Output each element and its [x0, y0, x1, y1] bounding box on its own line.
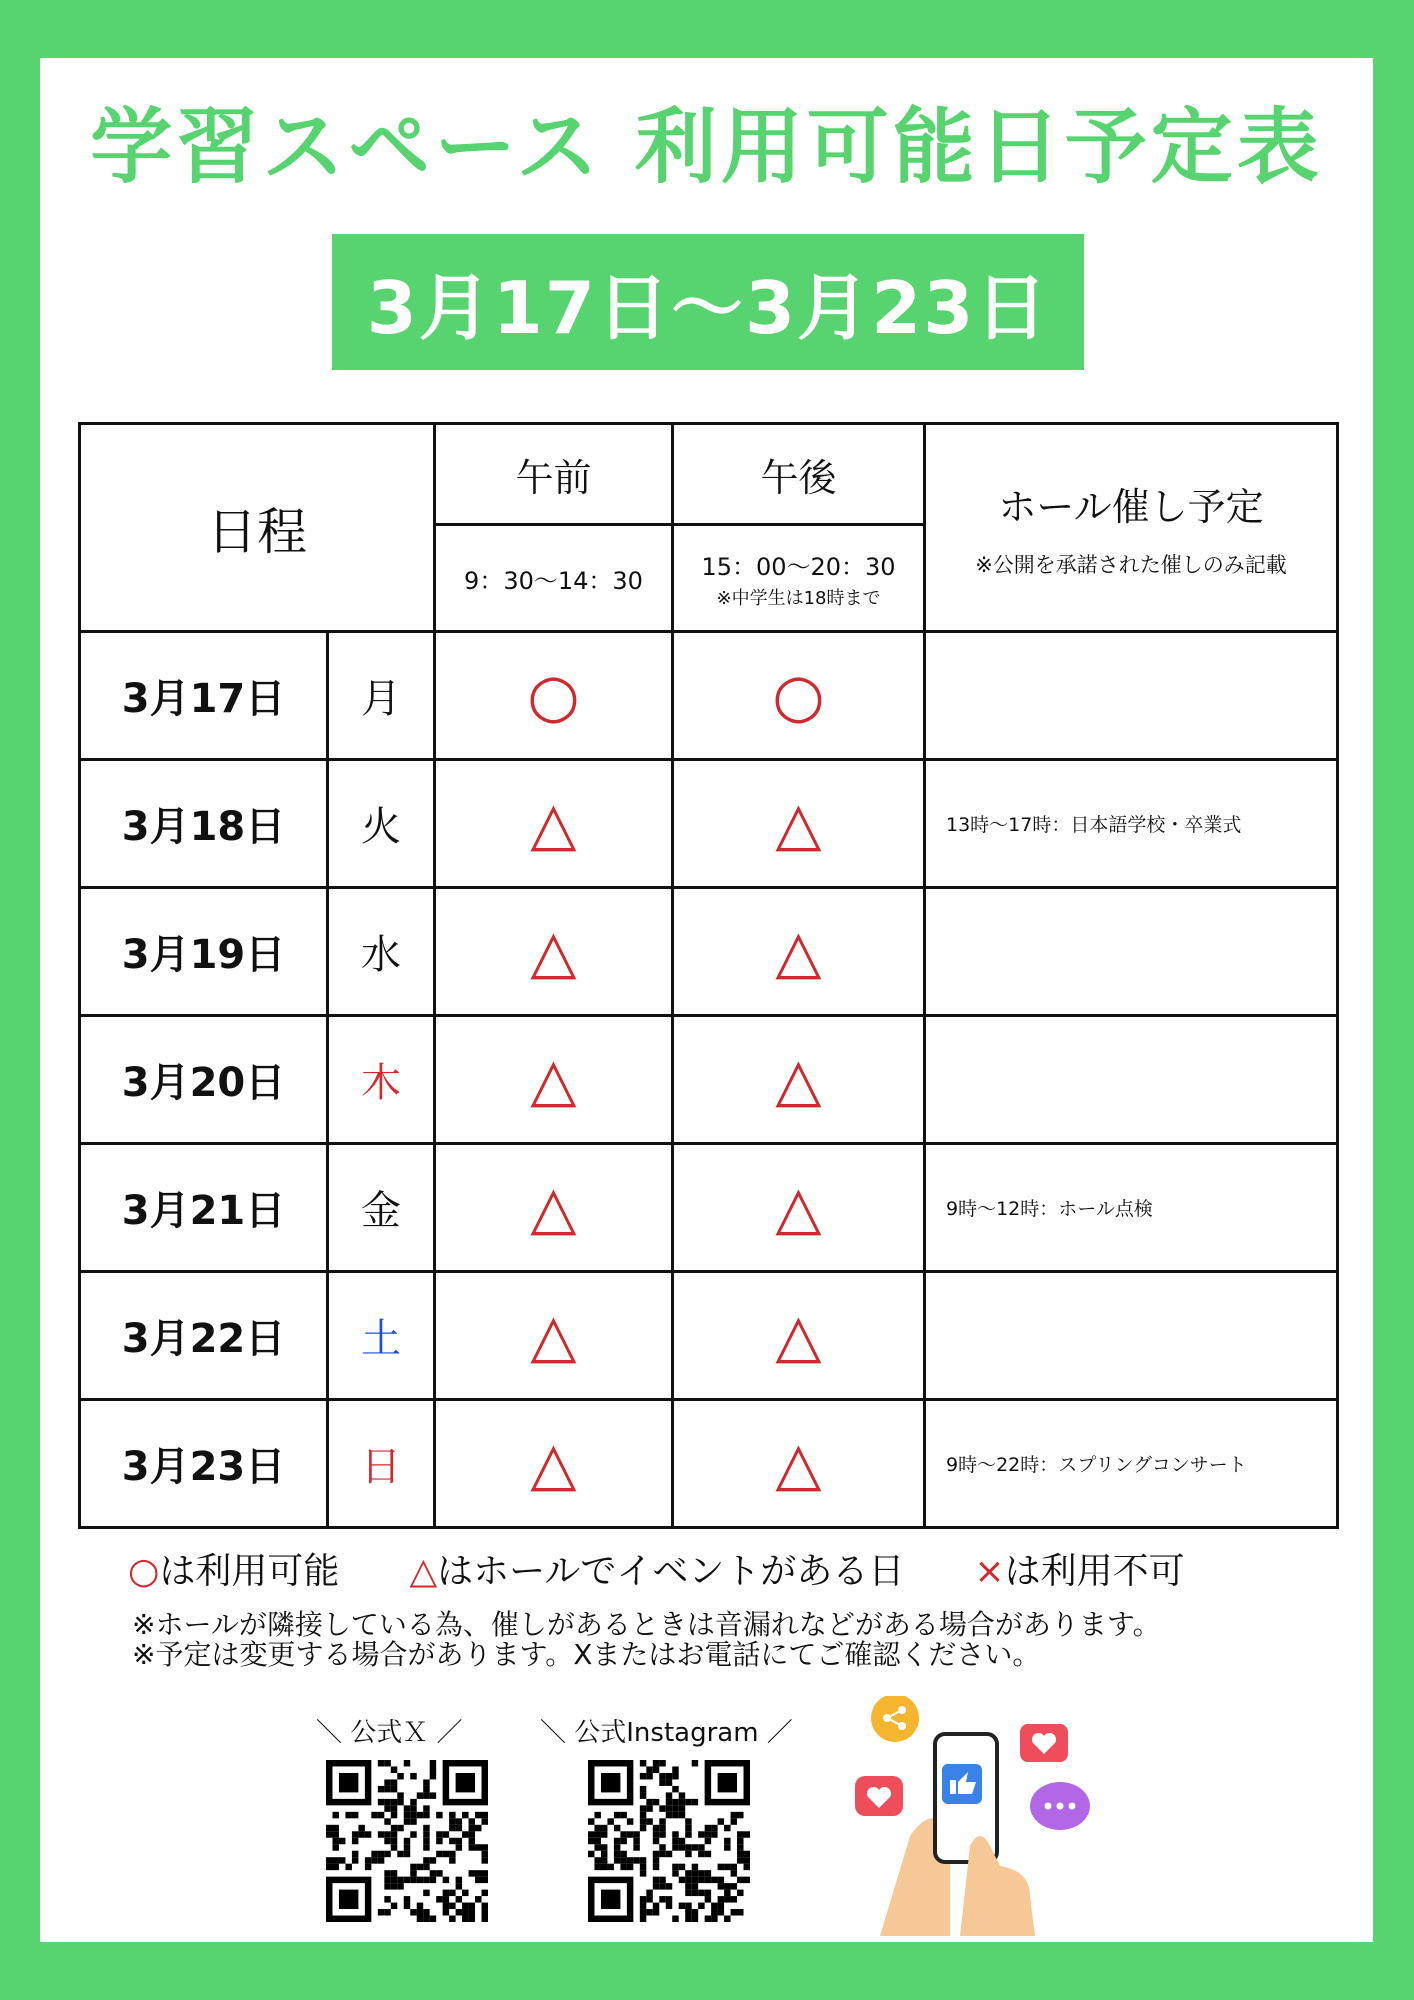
row-day-of-week: 土 — [328, 1272, 435, 1400]
qr-code-x[interactable] — [326, 1760, 488, 1922]
table-row — [80, 760, 1338, 888]
row-hall-event — [925, 632, 1338, 760]
row-hall-event: 13時～17時：日本語学校・卒業式 — [925, 760, 1338, 888]
row-am-status: △ — [435, 888, 673, 1016]
note-line: ※予定は変更する場合があります。Xまたはお電話にてご確認ください。 — [132, 1638, 1041, 1671]
row-pm-status: △ — [673, 1016, 925, 1144]
row-am-status: △ — [435, 1400, 673, 1528]
smartphone-social-illustration — [840, 1696, 1100, 1936]
header-hall-note: ※公開を承諾された催しのみ記載 — [975, 553, 1287, 577]
circle-icon: ○ — [128, 1551, 160, 1592]
row-date: 3月22日 — [80, 1272, 328, 1400]
header-am-time: 9：30～14：30 — [435, 525, 673, 632]
page-title: 学習スペース 利用可能日予定表 — [90, 100, 1323, 195]
row-date: 3月18日 — [80, 760, 328, 888]
qr-x-label: ＼ 公式Ｘ ／ — [316, 1718, 463, 1748]
legend — [128, 1543, 1328, 1594]
table-row — [80, 1400, 1338, 1528]
row-hall-event: 9時～12時：ホール点検 — [925, 1144, 1338, 1272]
row-am-status: △ — [435, 1016, 673, 1144]
note-line: ※ホールが隣接している為、催しがあるときは音漏れなどがある場合があります。 — [132, 1608, 1161, 1641]
row-am-status: △ — [435, 1272, 673, 1400]
row-date: 3月19日 — [80, 888, 328, 1016]
row-hall-event: 9時～22時：スプリングコンサート — [925, 1400, 1338, 1528]
qr-code-instagram[interactable] — [588, 1760, 750, 1922]
header-hall — [925, 424, 1338, 632]
cross-icon: × — [974, 1551, 1005, 1592]
row-day-of-week: 金 — [328, 1144, 435, 1272]
schedule-table — [78, 422, 1339, 1529]
row-hall-event — [925, 1272, 1338, 1400]
table-row — [80, 632, 1338, 760]
legend-closed-text: は利用不可 — [1004, 1551, 1185, 1592]
header-pm-time — [673, 525, 925, 632]
legend-event — [409, 1543, 904, 1594]
header-pm-note: ※中学生は18時まで — [716, 587, 881, 609]
row-am-status: ○ — [435, 632, 673, 760]
legend-available-text: は利用可能 — [159, 1551, 340, 1592]
row-pm-status: △ — [673, 1400, 925, 1528]
notes — [132, 1610, 1161, 1670]
date-range-banner: 3月17日～3月23日 — [332, 234, 1084, 370]
header-am: 午前 — [435, 424, 673, 525]
table-row — [80, 888, 1338, 1016]
header-schedule: 日程 — [80, 424, 435, 632]
row-pm-status: △ — [673, 1272, 925, 1400]
row-day-of-week: 水 — [328, 888, 435, 1016]
legend-closed — [974, 1543, 1184, 1594]
row-am-status: △ — [435, 760, 673, 888]
row-pm-status: △ — [673, 760, 925, 888]
table-row — [80, 1016, 1338, 1144]
row-hall-event — [925, 888, 1338, 1016]
poster-sheet — [40, 58, 1373, 1942]
qr-instagram-label: ＼ 公式Instagram ／ — [540, 1718, 793, 1748]
header-pm-time-value: 15：00～20：30 — [701, 552, 896, 581]
header-hall-label: ホール催し予定 — [998, 485, 1264, 529]
row-day-of-week: 木 — [328, 1016, 435, 1144]
row-pm-status: △ — [673, 888, 925, 1016]
share-icon — [871, 1696, 919, 1742]
row-pm-status: △ — [673, 1144, 925, 1272]
row-day-of-week: 日 — [328, 1400, 435, 1528]
header-pm: 午後 — [673, 424, 925, 525]
table-row — [80, 1144, 1338, 1272]
row-day-of-week: 月 — [328, 632, 435, 760]
row-date: 3月21日 — [80, 1144, 328, 1272]
row-date: 3月20日 — [80, 1016, 328, 1144]
legend-available — [128, 1543, 339, 1594]
legend-event-text: はホールでイベントがある日 — [437, 1551, 905, 1592]
table-row — [80, 1272, 1338, 1400]
row-pm-status: ○ — [673, 632, 925, 760]
row-day-of-week: 火 — [328, 760, 435, 888]
row-date: 3月23日 — [80, 1400, 328, 1528]
row-hall-event — [925, 1016, 1338, 1144]
row-am-status: △ — [435, 1144, 673, 1272]
row-date: 3月17日 — [80, 632, 328, 760]
triangle-icon: △ — [409, 1551, 438, 1592]
